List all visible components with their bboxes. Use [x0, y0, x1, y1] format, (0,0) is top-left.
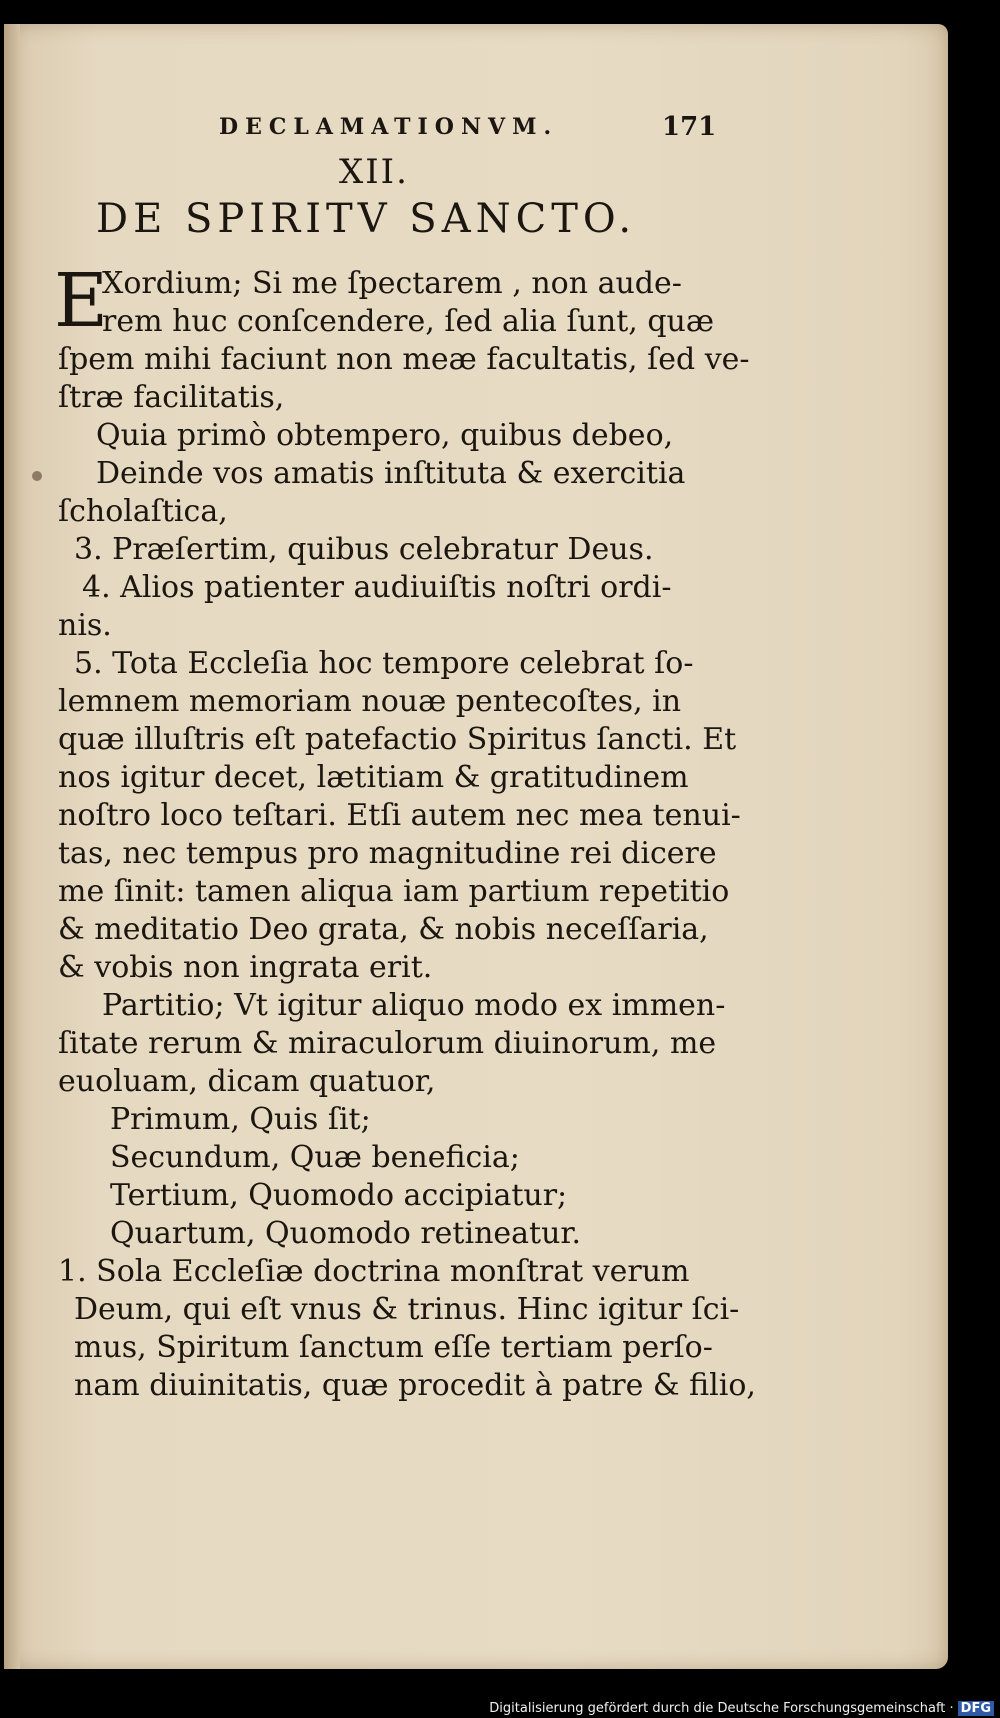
dfg-logo: DFG — [958, 1701, 994, 1716]
text-line: Primum, Quis ſit; — [110, 1102, 371, 1137]
text-line: euoluam, dicam quatuor, — [58, 1064, 436, 1099]
text-line: ſcholaſtica, — [58, 494, 228, 529]
text-line: lemnem memoriam nouæ pentecoſtes, in — [58, 684, 682, 719]
text-line: 5. Tota Eccleſia hoc tempore celebrat ſo- — [74, 646, 694, 681]
book-page — [4, 24, 948, 1669]
text-line: me ſinit: tamen aliqua iam partium repetitio — [58, 874, 730, 909]
text-line: Quia primò obtempero, quibus debeo, — [96, 418, 674, 453]
page-number: 171 — [662, 112, 717, 142]
text-line: 3. Præſertim, quibus celebratur Deus. — [74, 532, 654, 567]
text-line: ſitate rerum & miraculorum diuinorum, me — [58, 1026, 717, 1061]
text-line: 1. Sola Eccleſiæ doctrina monſtrat verum — [58, 1254, 690, 1289]
page-text — [4, 24, 948, 1669]
text-line: ſpem mihi faciunt non meæ facultatis, ſed ve- — [58, 342, 750, 377]
drop-cap: E — [54, 258, 109, 344]
page-mark — [32, 471, 42, 481]
text-line: nis. — [58, 608, 112, 643]
text-line: rem huc conſcendere, ſed alia ſunt, quæ — [102, 304, 715, 339]
text-line: & vobis non ingrata erit. — [58, 950, 433, 985]
text-line: noſtro loco teſtari. Etſi autem nec mea tenui- — [58, 798, 741, 833]
text-line: tas, nec tempus pro magnitudine rei dicere — [58, 836, 717, 871]
section-title: DE SPIRITV SANCTO. — [96, 196, 637, 242]
digitization-credit — [485, 1701, 994, 1716]
text-line: Quartum, Quomodo retineatur. — [110, 1216, 581, 1251]
text-line: & meditatio Deo grata, & nobis neceſſaria, — [58, 912, 709, 947]
text-line: 4. Alios patienter audiuiſtis noſtri ordi- — [82, 570, 672, 605]
text-line: nos igitur decet, lætitiam & gratitudinem — [58, 760, 689, 795]
credit-text: Digitalisierung gefördert durch die Deutsche Forschungsgemeinschaft · — [489, 1701, 954, 1716]
text-line: mus, Spiritum ſanctum eſſe tertiam perſo- — [74, 1330, 713, 1365]
text-line: Xordium; Si me ſpectarem , non aude- — [102, 266, 682, 301]
text-line: ſtræ facilitatis, — [58, 380, 285, 415]
text-line: Partitio; Vt igitur aliquo modo ex immen- — [102, 988, 726, 1023]
text-line: Deinde vos amatis inſtituta & exercitia — [96, 456, 686, 491]
text-line: Secundum, Quæ beneficia; — [110, 1140, 520, 1175]
text-line: nam diuinitatis, quæ procedit à patre & filio, — [74, 1368, 756, 1403]
running-head: DECLAMATIONVM. — [219, 114, 559, 140]
section-number: XII. — [339, 152, 409, 192]
text-line: quæ illuſtris eſt patefactio Spiritus ſancti. Et — [58, 722, 737, 757]
text-line: Deum, qui eſt vnus & trinus. Hinc igitur ſci- — [74, 1292, 740, 1327]
text-line: Tertium, Quomodo accipiatur; — [110, 1178, 568, 1213]
